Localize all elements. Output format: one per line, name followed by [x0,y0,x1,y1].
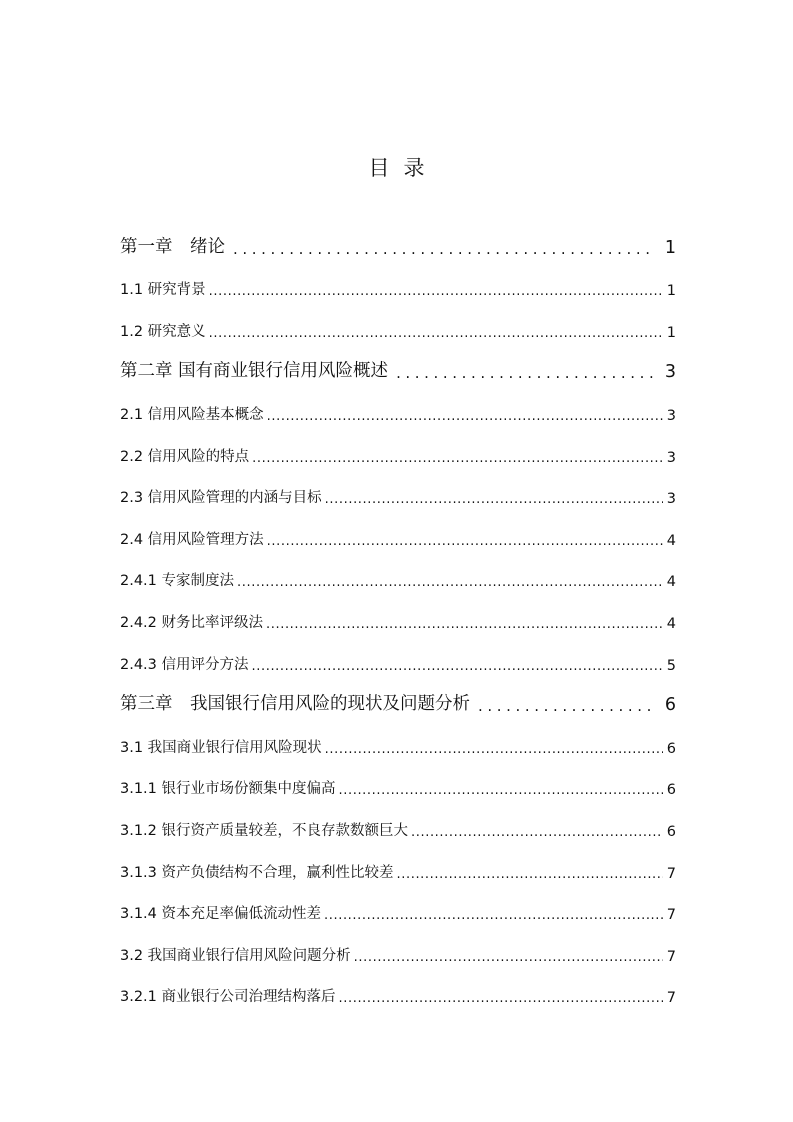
toc-entry-label: 3.1 我国商业银行信用风险现状 [120,739,322,756]
toc-entry-page: 6 [666,740,676,757]
table-of-contents [120,216,676,1006]
toc-leader [267,534,663,549]
toc-entry-page: 1 [666,324,676,341]
toc-entry-label: 第三章 我国银行信用风险的现状及问题分析 [120,694,470,715]
toc-leader [339,783,663,798]
toc-entry-page: 7 [666,948,676,965]
toc-entry-page: 7 [666,990,676,1007]
toc-entry[interactable] [120,549,676,591]
toc-entry-label: 2.2 信用风险的特点 [120,448,250,465]
toc-entry[interactable] [120,840,676,882]
toc-entry-page: 4 [666,574,676,591]
toc-entry[interactable] [120,757,676,799]
toc-entry-page: 1 [666,283,676,300]
toc-leader [267,409,663,424]
toc-entry[interactable] [120,216,676,258]
toc-entry-label: 2.4.3 信用评分方法 [120,656,249,673]
toc-entry[interactable] [120,965,676,1007]
toc-entry-page: 5 [666,657,676,674]
toc-leader [266,617,663,632]
toc-entry-page: 3 [666,407,676,424]
toc-leader [324,908,663,923]
toc-entry-label: 2.4.2 财务比率评级法 [120,614,264,631]
toc-entry-page: 3 [666,449,676,466]
toc-entry-page: 7 [666,865,676,882]
toc-title: 目录 [368,156,439,180]
toc-leader [354,950,663,965]
toc-entry-label: 2.4 信用风险管理方法 [120,531,264,548]
toc-leader [325,492,663,507]
toc-leader [233,240,655,258]
toc-entry-page: 6 [666,782,676,799]
toc-entry-label: 3.1.2 银行资产质量较差，不良存款数额巨大 [120,822,409,839]
toc-leader [339,991,663,1006]
toc-entry-page: 7 [666,907,676,924]
toc-entry[interactable] [120,424,676,466]
toc-entry[interactable] [120,341,676,383]
toc-leader [252,659,663,674]
toc-entry[interactable] [120,715,676,757]
toc-leader [411,825,663,840]
toc-leader [237,575,663,590]
toc-entry-page: 6 [664,695,676,716]
toc-entry-label: 1.2 研究意义 [120,323,206,340]
toc-entry[interactable] [120,382,676,424]
toc-entry[interactable] [120,882,676,924]
toc-entry-page: 4 [666,615,676,632]
toc-entry[interactable] [120,258,676,300]
toc-entry[interactable] [120,674,676,716]
toc-entry-page: 3 [664,362,676,383]
toc-entry-label: 第二章 国有商业银行信用风险概述 [120,361,389,382]
toc-entry-label: 3.2 我国商业银行信用风险问题分析 [120,947,351,964]
toc-entry-label: 3.1.4 资本充足率偏低流动性差 [120,906,322,923]
toc-entry-label: 2.4.1 专家制度法 [120,573,235,590]
toc-entry-page: 1 [664,237,676,258]
toc-entry-label: 3.1.3 资产负债结构不合理，赢利性比较差 [120,864,394,881]
toc-entry[interactable] [120,590,676,632]
toc-entry[interactable] [120,299,676,341]
toc-entry-label: 2.1 信用风险基本概念 [120,406,264,423]
toc-entry[interactable] [120,923,676,965]
toc-entry-label: 3.2.1 商业银行公司治理结构落后 [120,989,336,1006]
toc-leader [325,742,663,757]
toc-entry-page: 3 [666,491,676,508]
toc-entry[interactable] [120,798,676,840]
toc-leader [209,284,663,299]
toc-entry-label: 第一章 绪论 [120,236,225,257]
toc-leader [396,364,655,382]
toc-entry-page: 6 [666,823,676,840]
toc-leader [252,451,663,466]
toc-leader [397,867,663,882]
toc-leader [478,697,655,715]
toc-entry-label: 1.1 研究背景 [120,282,206,299]
toc-entry[interactable] [120,507,676,549]
toc-entry-label: 2.3 信用风险管理的内涵与目标 [120,490,322,507]
toc-leader [209,326,663,341]
toc-entry-page: 4 [666,532,676,549]
toc-entry[interactable] [120,466,676,508]
toc-entry-label: 3.1.1 银行业市场份额集中度偏高 [120,781,336,798]
toc-entry[interactable] [120,632,676,674]
